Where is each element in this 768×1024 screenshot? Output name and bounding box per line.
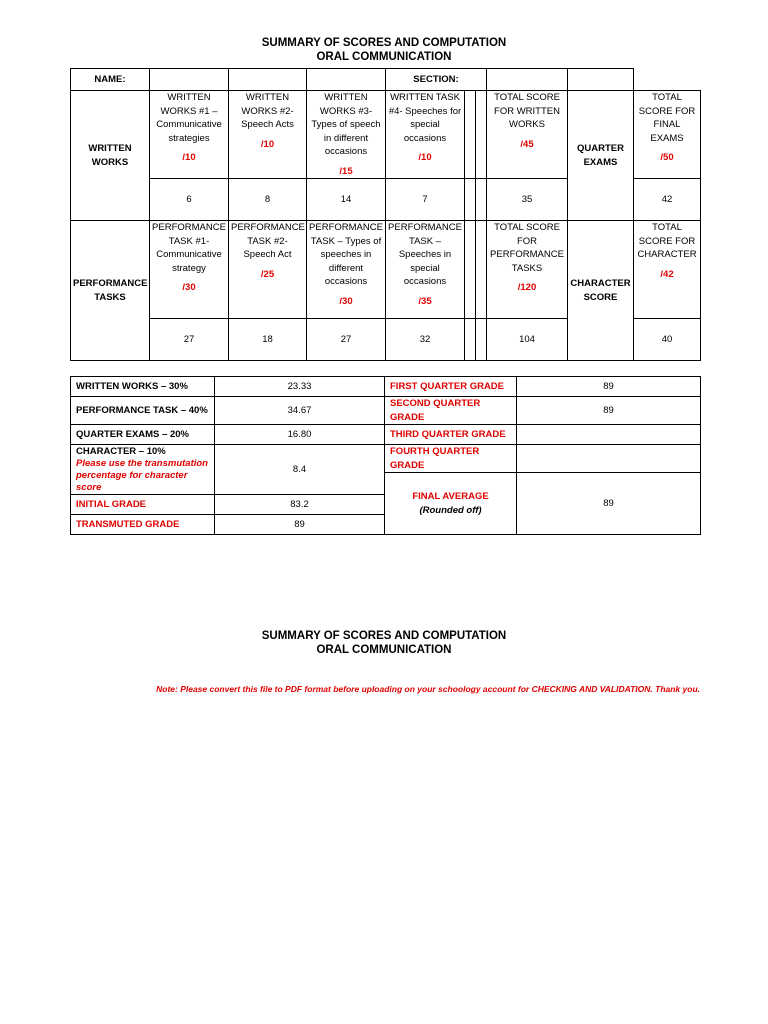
written-work-1-score[interactable]: 6: [150, 179, 229, 221]
header-text-line: PERFORMANCE: [152, 222, 226, 233]
header-text-line: CHARACTER: [637, 249, 697, 260]
section-value-extra[interactable]: [568, 69, 634, 91]
second-quarter-label: SECOND QUARTER GRADE: [385, 397, 517, 425]
header-text-line: WRITTEN: [245, 92, 290, 103]
header-text-line: FOR WRITTEN: [494, 105, 560, 117]
header-text-line: TOTAL SCORE: [494, 92, 560, 103]
max-score: /30: [339, 295, 353, 307]
second-title: [0, 629, 768, 657]
title-line-1: SUMMARY OF SCORES AND COMPUTATION: [261, 37, 507, 49]
performance-task-1-score[interactable]: 27: [150, 319, 229, 361]
performance-tasks-label: PERFORMANCE TASKS: [71, 221, 150, 361]
quarter-exams-label: QUARTER EXAMS: [568, 91, 634, 221]
max-score: /42: [660, 268, 674, 280]
first-quarter-value[interactable]: 89: [517, 377, 701, 397]
header-text-line: strategies: [168, 132, 210, 144]
first-quarter-label: FIRST QUARTER GRADE: [385, 377, 517, 397]
header-text-line: strategy: [172, 262, 206, 274]
header-text-line: TASK #1-: [168, 235, 210, 247]
spacer-col: [465, 319, 476, 361]
performance-task-3-header: [307, 221, 386, 319]
header-text-line: Speeches in: [398, 249, 452, 260]
transmuted-grade-label: TRANSMUTED GRADE: [71, 515, 215, 535]
header-text-line: TASK – Types of: [310, 235, 382, 247]
max-score: /30: [182, 282, 196, 293]
quarter-weight-label: QUARTER EXAMS – 20%: [71, 425, 215, 445]
max-score: /15: [339, 165, 353, 177]
written-header-row: [71, 91, 701, 179]
header-text-line: Speech Act: [243, 249, 292, 260]
header-text-line: occasions: [324, 146, 368, 157]
header-text-line: PERFORMANCE: [388, 222, 462, 233]
title-line-1: SUMMARY OF SCORES AND COMPUTATION: [261, 630, 507, 642]
max-score: /10: [182, 152, 196, 163]
performance-task-2-header: [229, 221, 307, 319]
computation-row: [71, 397, 701, 425]
header-text-line: WRITTEN: [167, 92, 211, 103]
character-weight-label: CHARACTER – 10%: [76, 446, 166, 457]
info-blank: [307, 69, 386, 91]
header-text-line: occasions: [403, 276, 447, 287]
header-text-line: in different: [323, 132, 369, 144]
spacer-col: [465, 179, 476, 221]
final-exams-header: [634, 91, 701, 179]
info-row: [71, 69, 701, 91]
written-total-score[interactable]: 35: [487, 179, 568, 221]
max-score: /45: [520, 138, 534, 150]
performance-task-1-header: [150, 221, 229, 319]
written-work-3-score[interactable]: 14: [307, 179, 386, 221]
header-text-line: PERFORMANCE: [231, 222, 305, 233]
spacer-col: [476, 91, 487, 179]
header-text-line: Communicative: [156, 119, 222, 130]
header-text-line: TASKS: [511, 262, 543, 274]
written-weight-value[interactable]: 23.33: [215, 377, 385, 397]
performance-task-4-header: [386, 221, 465, 319]
character-note: Please use the transmutation percentage for character score: [76, 458, 208, 493]
score-table: [70, 68, 701, 361]
section-value[interactable]: [487, 69, 568, 91]
header-text-line: FINAL: [653, 119, 681, 130]
header-text-line: TASK #2-: [247, 235, 288, 247]
title-line-2: ORAL COMMUNICATION: [316, 51, 452, 63]
character-score[interactable]: 40: [634, 319, 701, 361]
header-text-line: speeches in: [320, 249, 372, 260]
header-text-line: PERFORMANCE: [490, 249, 564, 260]
header-text-line: occasions: [324, 276, 368, 287]
header-text-line: WORKS: [509, 119, 545, 130]
final-average-cell: [385, 473, 517, 535]
performance-total-header: [487, 221, 568, 319]
performance-task-3-score[interactable]: 27: [307, 319, 386, 361]
header-text-line: TASK –: [408, 235, 442, 247]
computation-row: [71, 445, 701, 473]
title-line-2: ORAL COMMUNICATION: [316, 644, 452, 656]
written-work-4-header: [386, 91, 465, 179]
third-quarter-value[interactable]: [517, 425, 701, 445]
info-empty: [634, 69, 701, 91]
written-weight-label: WRITTEN WORKS – 30%: [71, 377, 215, 397]
final-average-value[interactable]: 89: [517, 473, 701, 535]
header-text-line: TOTAL: [652, 222, 682, 233]
character-header: [634, 221, 701, 319]
header-text-line: Communicative: [156, 249, 222, 260]
performance-weight-label: PERFORMANCE TASK – 40%: [71, 397, 215, 425]
performance-task-2-score[interactable]: 18: [229, 319, 307, 361]
header-text-line: different: [328, 262, 364, 274]
header-text-line: Types of speech: [311, 119, 381, 130]
initial-grade-label: INITIAL GRADE: [71, 495, 215, 515]
document-title: [0, 36, 768, 64]
initial-grade-value[interactable]: 83.2: [215, 495, 385, 515]
header-text-line: special: [410, 119, 440, 130]
header-text-line: WORKS #3-: [319, 105, 373, 117]
written-work-2-header: [229, 91, 307, 179]
header-text-line: #4- Speeches for: [388, 105, 462, 117]
header-text-line: WRITTEN: [324, 92, 368, 103]
max-score: /10: [260, 138, 275, 150]
spacer-col: [476, 319, 487, 361]
spacer-col: [476, 221, 487, 319]
written-work-2-score[interactable]: 8: [229, 179, 307, 221]
computation-table: [70, 376, 701, 535]
header-text-line: PERFORMANCE: [309, 222, 383, 233]
upload-note: Note: Please convert this file to PDF format before uploading on your schoology account for CHECKING AND VALIDATION. Thank you.: [156, 684, 700, 694]
header-text-line: SCORE FOR: [638, 235, 696, 247]
third-quarter-label: THIRD QUARTER GRADE: [385, 425, 517, 445]
name-label: NAME:: [71, 69, 150, 91]
character-score-label: CHARACTER SCORE: [568, 221, 634, 361]
computation-row: [71, 377, 701, 397]
header-text-line: Speech Acts: [241, 119, 294, 130]
final-average-sub: (Rounded off): [419, 504, 482, 516]
quarter-weight-value[interactable]: 16.80: [215, 425, 385, 445]
header-text-line: SCORE FOR: [638, 105, 696, 117]
header-text-line: WORKS #1 –: [160, 105, 218, 117]
max-score: /35: [418, 295, 432, 307]
performance-total-score[interactable]: 104: [487, 319, 568, 361]
header-text-line: TOTAL SCORE: [494, 222, 560, 233]
max-score: /10: [418, 152, 432, 163]
written-works-label: WRITTEN WORKS: [71, 91, 150, 221]
max-score: /120: [517, 282, 537, 293]
written-work-1-header: [150, 91, 229, 179]
name-value[interactable]: [150, 69, 229, 91]
computation-row: [71, 425, 701, 445]
header-text-line: FOR: [516, 235, 538, 247]
header-text-line: occasions: [403, 132, 447, 144]
transmuted-grade-value[interactable]: 89: [215, 515, 385, 535]
performance-header-row: [71, 221, 701, 319]
spacer-col: [476, 179, 487, 221]
header-text-line: WORKS #2-: [241, 105, 294, 117]
spacer-col: [465, 221, 476, 319]
written-work-4-score[interactable]: 7: [386, 179, 465, 221]
fourth-quarter-label: FOURTH QUARTER GRADE: [385, 445, 517, 473]
fourth-quarter-value[interactable]: [517, 445, 701, 473]
performance-task-4-score[interactable]: 32: [386, 319, 465, 361]
performance-weight-value[interactable]: 34.67: [215, 397, 385, 425]
final-exams-score[interactable]: 42: [634, 179, 701, 221]
header-text-line: TOTAL: [652, 92, 682, 103]
second-quarter-value[interactable]: 89: [517, 397, 701, 425]
character-weight-value[interactable]: 8.4: [215, 445, 385, 495]
max-score: /25: [260, 268, 275, 280]
written-total-header: [487, 91, 568, 179]
section-label: SECTION:: [386, 69, 487, 91]
name-value-extra[interactable]: [229, 69, 307, 91]
character-weight-cell: [71, 445, 215, 495]
header-text-line: EXAMS: [650, 132, 684, 144]
final-average-label: FINAL AVERAGE: [412, 491, 489, 502]
max-score: /50: [660, 152, 674, 163]
header-text-line: special: [410, 262, 440, 274]
spacer-col: [465, 91, 476, 179]
written-work-3-header: [307, 91, 386, 179]
header-text-line: WRITTEN TASK: [390, 92, 460, 103]
